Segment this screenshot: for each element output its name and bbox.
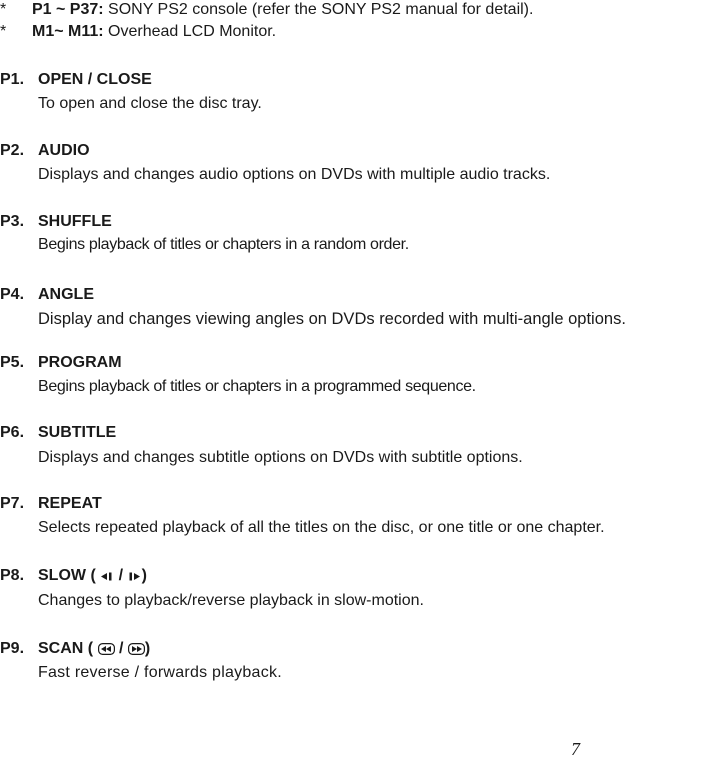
- item-title-shuffle: [0, 213, 112, 231]
- item-name: SHUFFLE: [38, 213, 112, 230]
- item-name: SLOW (: [38, 567, 96, 584]
- item-name: SUBTITLE: [38, 424, 117, 441]
- item-title-scan: [0, 640, 150, 658]
- item-title-subtitle: [0, 424, 116, 442]
- item-number: P3.: [0, 213, 25, 230]
- item-name: SCAN (: [38, 640, 94, 657]
- item-number: P9.: [0, 640, 25, 657]
- item-name: AUDIO: [38, 142, 90, 159]
- page-number: 7: [571, 739, 580, 759]
- item-name: REPEAT: [38, 495, 102, 512]
- note-label: M1~ M11:: [32, 23, 104, 40]
- slow-forward-icon: [128, 569, 142, 580]
- item-desc-program: Begins playback of titles or chapters in a programmed sequence.: [38, 378, 476, 395]
- item-desc-scan: Fast reverse / forwards playback.: [38, 664, 282, 681]
- item-desc-shuffle: Begins playback of titles or chapters in a random order.: [38, 236, 409, 253]
- item-title-program: [0, 354, 122, 372]
- title-close-paren: ): [141, 567, 147, 584]
- item-desc-repeat: Selects repeated playback of all the titles on the disc, or one title or one chapter.: [38, 519, 605, 536]
- bullet-star: *: [0, 1, 7, 18]
- slow-reverse-icon: [100, 569, 114, 580]
- note-label: P1 ~ P37:: [32, 1, 104, 18]
- item-name: PROGRAM: [38, 354, 122, 371]
- item-number: P7.: [0, 495, 25, 512]
- item-title-open-close: [0, 71, 152, 89]
- item-title-repeat: [0, 495, 102, 513]
- item-title-audio: [0, 142, 90, 160]
- fast-reverse-icon: [98, 642, 115, 653]
- item-desc-audio: Displays and changes audio options on DVDs with multiple audio tracks.: [38, 166, 551, 183]
- title-separator: /: [118, 567, 124, 584]
- item-number: P8.: [0, 567, 25, 584]
- item-desc-slow: Changes to playback/reverse playback in slow-motion.: [38, 592, 424, 609]
- title-separator: /: [119, 640, 124, 657]
- item-desc-subtitle: Displays and changes subtitle options on DVDs with subtitle options.: [38, 449, 523, 466]
- item-name: OPEN / CLOSE: [38, 71, 152, 88]
- item-desc-angle: Display and changes viewing angles on DVDs recorded with multi-angle options.: [38, 310, 626, 328]
- item-title-slow: [0, 567, 147, 585]
- item-number: P4.: [0, 286, 25, 303]
- bullet-star: *: [0, 23, 7, 40]
- item-number: P1.: [0, 71, 25, 88]
- item-title-angle: [0, 286, 94, 304]
- note-text: SONY PS2 console (refer the SONY PS2 manual for detail).: [103, 1, 534, 18]
- item-number: P5.: [0, 354, 25, 371]
- fast-forward-icon: [128, 642, 145, 653]
- item-number: P6.: [0, 424, 25, 441]
- item-desc-open-close: To open and close the disc tray.: [38, 95, 262, 112]
- title-close-paren: ): [144, 640, 151, 657]
- note-text: Overhead LCD Monitor.: [103, 23, 277, 40]
- item-name: ANGLE: [38, 286, 94, 303]
- item-number: P2.: [0, 142, 25, 159]
